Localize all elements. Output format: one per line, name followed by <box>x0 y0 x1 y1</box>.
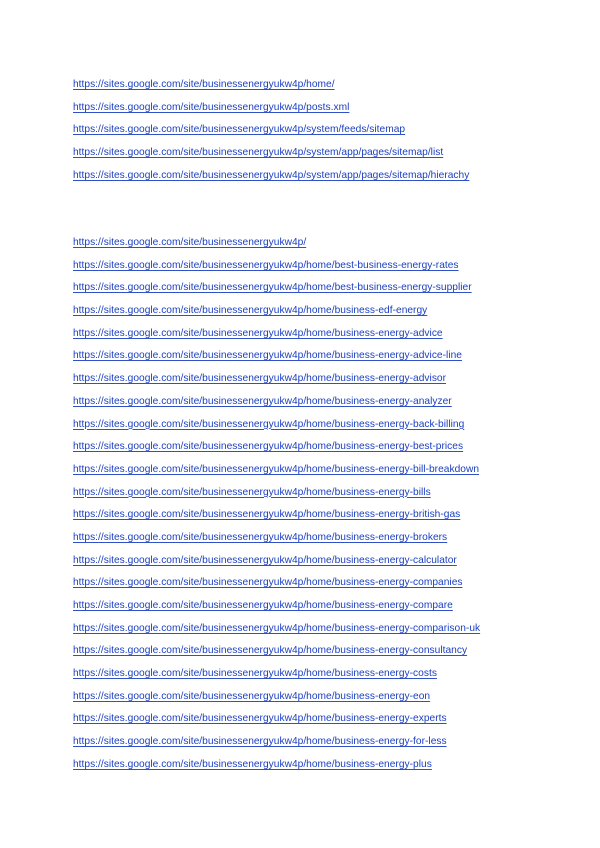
list-item <box>73 638 480 661</box>
page-link[interactable]: https://sites.google.com/site/businessenergyukw4p/home/business-energy-back-billing <box>73 418 465 430</box>
list-item <box>73 729 480 752</box>
page-link[interactable]: https://sites.google.com/site/businessenergyukw4p/home/business-energy-bill-breakdown <box>73 463 480 475</box>
page-link[interactable]: https://sites.google.com/site/businessenergyukw4p/home/business-energy-plus <box>73 758 432 770</box>
list-item <box>73 684 480 707</box>
list-item <box>73 616 480 639</box>
list-item <box>73 389 480 412</box>
page-link[interactable]: https://sites.google.com/site/businessenergyukw4p/home/business-energy-british-gas <box>73 509 461 521</box>
page-link[interactable]: https://sites.google.com/site/businessenergyukw4p/home/business-energy-experts <box>73 713 447 725</box>
page-link[interactable]: https://sites.google.com/site/businessenergyukw4p/home/business-energy-bills <box>73 486 431 498</box>
list-item <box>73 366 480 389</box>
list-item <box>73 706 480 729</box>
list-item <box>73 298 480 321</box>
page-link[interactable]: https://sites.google.com/site/businessenergyukw4p/home/best-business-energy-supplier <box>73 282 472 294</box>
page-link-list <box>73 230 480 775</box>
list-item <box>73 457 480 480</box>
list-item <box>73 72 469 95</box>
page-link[interactable]: https://sites.google.com/site/businessenergyukw4p/home/business-energy-brokers <box>73 531 448 543</box>
page-link[interactable]: https://sites.google.com/site/businessenergyukw4p/home/business-energy-costs <box>73 668 437 680</box>
list-item <box>73 140 469 163</box>
list-item <box>73 321 480 344</box>
page-link[interactable]: https://sites.google.com/site/businessenergyukw4p/home/business-energy-consultancy <box>73 645 468 657</box>
sitemap-link-list <box>73 72 469 185</box>
page-link[interactable]: https://sites.google.com/site/businessenergyukw4p/home/business-energy-companies <box>73 577 463 589</box>
page-link[interactable]: https://sites.google.com/site/businessenergyukw4p/home/business-energy-analyzer <box>73 395 452 407</box>
list-item <box>73 412 480 435</box>
page-link[interactable]: https://sites.google.com/site/businessenergyukw4p/home/business-energy-advice-line <box>73 350 462 362</box>
sitemap-link[interactable]: https://sites.google.com/site/businessenergyukw4p/home/ <box>73 79 335 90</box>
list-item <box>73 525 480 548</box>
list-item <box>73 95 469 118</box>
page-link[interactable]: https://sites.google.com/site/businessenergyukw4p/home/business-energy-for-less <box>73 736 447 748</box>
list-item <box>73 275 480 298</box>
list-item <box>73 163 469 186</box>
page-link[interactable]: https://sites.google.com/site/businessenergyukw4p/home/business-energy-calculator <box>73 554 457 566</box>
list-item <box>73 117 469 140</box>
page-link[interactable]: https://sites.google.com/site/businessenergyukw4p/home/business-energy-compare <box>73 600 453 611</box>
sitemap-link[interactable]: https://sites.google.com/site/businessenergyukw4p/system/feeds/sitemap <box>73 124 406 136</box>
list-item <box>73 343 480 366</box>
page-link[interactable]: https://sites.google.com/site/businessenergyukw4p/home/business-energy-advisor <box>73 373 447 385</box>
list-item <box>73 593 480 616</box>
sitemap-link[interactable]: https://sites.google.com/site/businessenergyukw4p/system/app/pages/sitemap/list <box>73 147 444 159</box>
page-link[interactable]: https://sites.google.com/site/businessenergyukw4p/home/business-edf-energy <box>73 305 428 317</box>
list-item <box>73 434 480 457</box>
page-link[interactable]: https://sites.google.com/site/businessenergyukw4p/home/business-energy-best-prices <box>73 441 464 453</box>
sitemap-link[interactable]: https://sites.google.com/site/businessenergyukw4p/system/app/pages/sitemap/hierachy <box>73 169 470 181</box>
list-item <box>73 570 480 593</box>
list-item <box>73 548 480 571</box>
list-item <box>73 661 480 684</box>
list-item <box>73 502 480 525</box>
page-link[interactable]: https://sites.google.com/site/businessenergyukw4p/home/business-energy-advice <box>73 327 443 339</box>
page-link[interactable]: https://sites.google.com/site/businessenergyukw4p/home/business-energy-eon <box>73 690 431 702</box>
list-item <box>73 230 480 253</box>
list-item <box>73 752 480 775</box>
page-link[interactable]: https://sites.google.com/site/businessenergyukw4p/home/business-energy-comparison-uk <box>73 622 481 634</box>
page-link[interactable]: https://sites.google.com/site/businessenergyukw4p/home/best-business-energy-rates <box>73 259 459 271</box>
page-link[interactable]: https://sites.google.com/site/businessenergyukw4p/ <box>73 237 307 248</box>
list-item <box>73 253 480 276</box>
list-item <box>73 480 480 503</box>
sitemap-link[interactable]: https://sites.google.com/site/businessenergyukw4p/posts.xml <box>73 101 350 113</box>
